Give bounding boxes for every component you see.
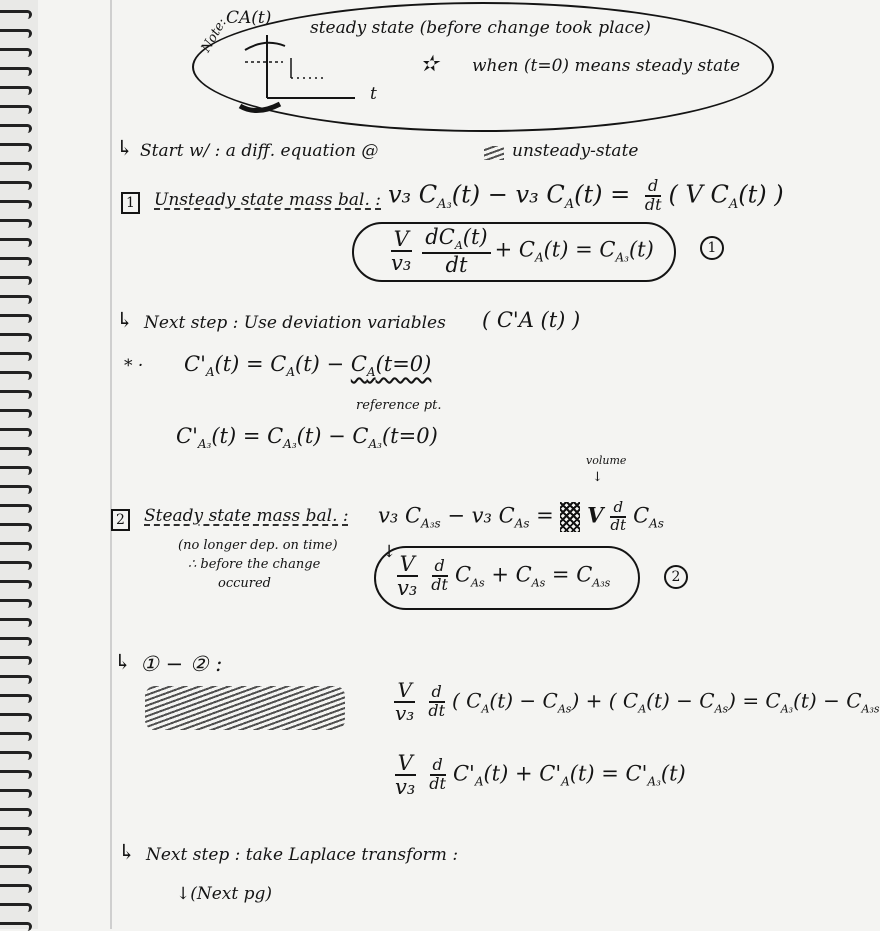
- spiral-coil: [0, 238, 32, 247]
- spiral-coil: [0, 143, 32, 152]
- spiral-coil: [0, 219, 32, 228]
- spiral-coil: [0, 295, 32, 304]
- note-sketch: [235, 30, 375, 120]
- spiral-coil: [0, 618, 32, 627]
- deviation-line-2: $C'_{A_3}(t) = C_{A_3}(t) - C_{A_3}(t=0)$: [176, 424, 438, 452]
- laplace-arrow-icon: ↳: [118, 840, 136, 864]
- spiral-coil: [0, 789, 32, 798]
- hatched-mark: [560, 502, 580, 532]
- spiral-coil: [0, 523, 32, 532]
- margin-line: [110, 0, 112, 929]
- steady-note-1: (no longer dep. on time): [178, 538, 338, 553]
- spiral-coil: [0, 352, 32, 361]
- bullet-star: * ·: [124, 356, 144, 376]
- spiral-coil: [0, 105, 32, 114]
- volume-arrow-icon: ↓: [592, 470, 603, 485]
- spiral-coil: [0, 390, 32, 399]
- start-text-2: unsteady-state: [512, 141, 639, 161]
- spiral-coil: [0, 485, 32, 494]
- spiral-coil: [0, 903, 32, 912]
- laplace-text: Next step : take Laplace transform :: [146, 845, 459, 865]
- notebook-spiral: [0, 0, 38, 929]
- spiral-coil: [0, 200, 32, 209]
- spiral-coil: [0, 808, 32, 817]
- spiral-coil: [0, 162, 32, 171]
- spiral-coil: [0, 409, 32, 418]
- spiral-coil: [0, 732, 32, 741]
- scribble-mark: [484, 146, 504, 160]
- deviation-line-1: $C'_A(t) = C_A(t) - C_A(t=0)$: [184, 352, 432, 380]
- boxed-equation-2: $\frac{V}{\text{v₃}}$ $\frac{d}{dt}$ $C_{As} + C_{As} = C_{A_3s}$: [397, 552, 611, 601]
- spiral-coil: [0, 466, 32, 475]
- spiral-coil: [0, 48, 32, 57]
- spiral-coil: [0, 922, 32, 931]
- section-number-1: 1: [121, 192, 140, 214]
- deviation-paren: ( C'A (t) ): [482, 308, 581, 332]
- spiral-coil: [0, 846, 32, 855]
- diff-arrow-icon: ↳: [114, 650, 132, 674]
- spiral-coil: [0, 10, 32, 19]
- spiral-coil: [0, 428, 32, 437]
- spiral-coil: [0, 884, 32, 893]
- spiral-coil: [0, 675, 32, 684]
- spiral-coil: [0, 447, 32, 456]
- spiral-coil: [0, 580, 32, 589]
- spiral-coil: [0, 599, 32, 608]
- equation-circle-2: 2: [664, 565, 688, 589]
- equation-circle-1: 1: [700, 236, 724, 260]
- spiral-coil: [0, 542, 32, 551]
- next-step-text: Next step : Use deviation variables: [144, 313, 446, 333]
- diff-line-2: $\frac{V}{\text{v₃}}$ $\frac{d}{dt}$ $C'_A(t) + C'_A(t) = C'_{A_3}(t)$: [395, 751, 686, 800]
- note-steady-state: steady state (before change took place): [310, 18, 651, 38]
- spiral-coil: [0, 181, 32, 190]
- spiral-coil: [0, 257, 32, 266]
- spiral-coil: [0, 637, 32, 646]
- spiral-coil: [0, 694, 32, 703]
- steady-label: Steady state mass bal. :: [144, 506, 349, 526]
- star-icon: ✫: [420, 52, 439, 77]
- spiral-coil: [0, 276, 32, 285]
- down-arrow-icon: ↓: [382, 542, 397, 562]
- spiral-coil: [0, 86, 32, 95]
- steady-note-3: occured: [218, 576, 271, 591]
- start-arrow-icon: ↳: [116, 136, 134, 160]
- note-axis-y: CA(t): [226, 8, 272, 28]
- spiral-coil: [0, 371, 32, 380]
- diff-label: ① − ② :: [140, 652, 223, 676]
- steady-note-2: ∴ before the change: [188, 557, 321, 572]
- spiral-coil: [0, 770, 32, 779]
- spiral-coil: [0, 29, 32, 38]
- spiral-coil: [0, 656, 32, 665]
- note-star-text: when (t=0) means steady state: [472, 56, 741, 76]
- spiral-coil: [0, 751, 32, 760]
- reference-point-label: reference pt.: [356, 398, 442, 413]
- spiral-coil: [0, 504, 32, 513]
- section-number-2: 2: [111, 509, 130, 531]
- next-arrow-icon: ↳: [116, 308, 134, 332]
- boxed-equation-1: $\frac{V}{\text{v₃}}$ $\frac{dC_A(t)}{dt}$ + $C_A(t) = C_{A_3}(t)$: [391, 225, 654, 277]
- crossed-out-equation: [145, 686, 345, 730]
- spiral-coil: [0, 67, 32, 76]
- steady-equation: v₃ $C_{A_3s} - v_3$ $C_{As} = V$ $\frac{d}{dt}$ $C_{As}$: [378, 498, 664, 534]
- next-page-note: ↓(Next pg): [176, 884, 273, 904]
- unsteady-label: Unsteady state mass bal. :: [154, 190, 382, 210]
- spiral-coil: [0, 124, 32, 133]
- spiral-coil: [0, 713, 32, 722]
- spiral-coil: [0, 827, 32, 836]
- volume-label: volume: [586, 454, 627, 467]
- note-axis-x: t: [370, 84, 377, 104]
- spiral-coil: [0, 561, 32, 570]
- spiral-coil: [0, 865, 32, 874]
- start-text: Start w/ : a diff. equation @: [140, 141, 379, 161]
- unsteady-equation: v₃ $C_{A_3}(t) - v_3$ $C_A(t)$ = $\frac{d}{dt}$ ( V $C_A(t)$ ): [388, 176, 784, 214]
- note-label: Note:: [198, 15, 230, 56]
- spiral-coil: [0, 314, 32, 323]
- spiral-coil: [0, 333, 32, 342]
- diff-line-1: $\frac{V}{\text{v₃}}$ $\frac{d}{dt}$ ( $C_A(t) - C_{As}$) + ( $C_A(t) - C_{As}) = C_{A_3}(t) - C_{A_3s}$: [395, 678, 880, 725]
